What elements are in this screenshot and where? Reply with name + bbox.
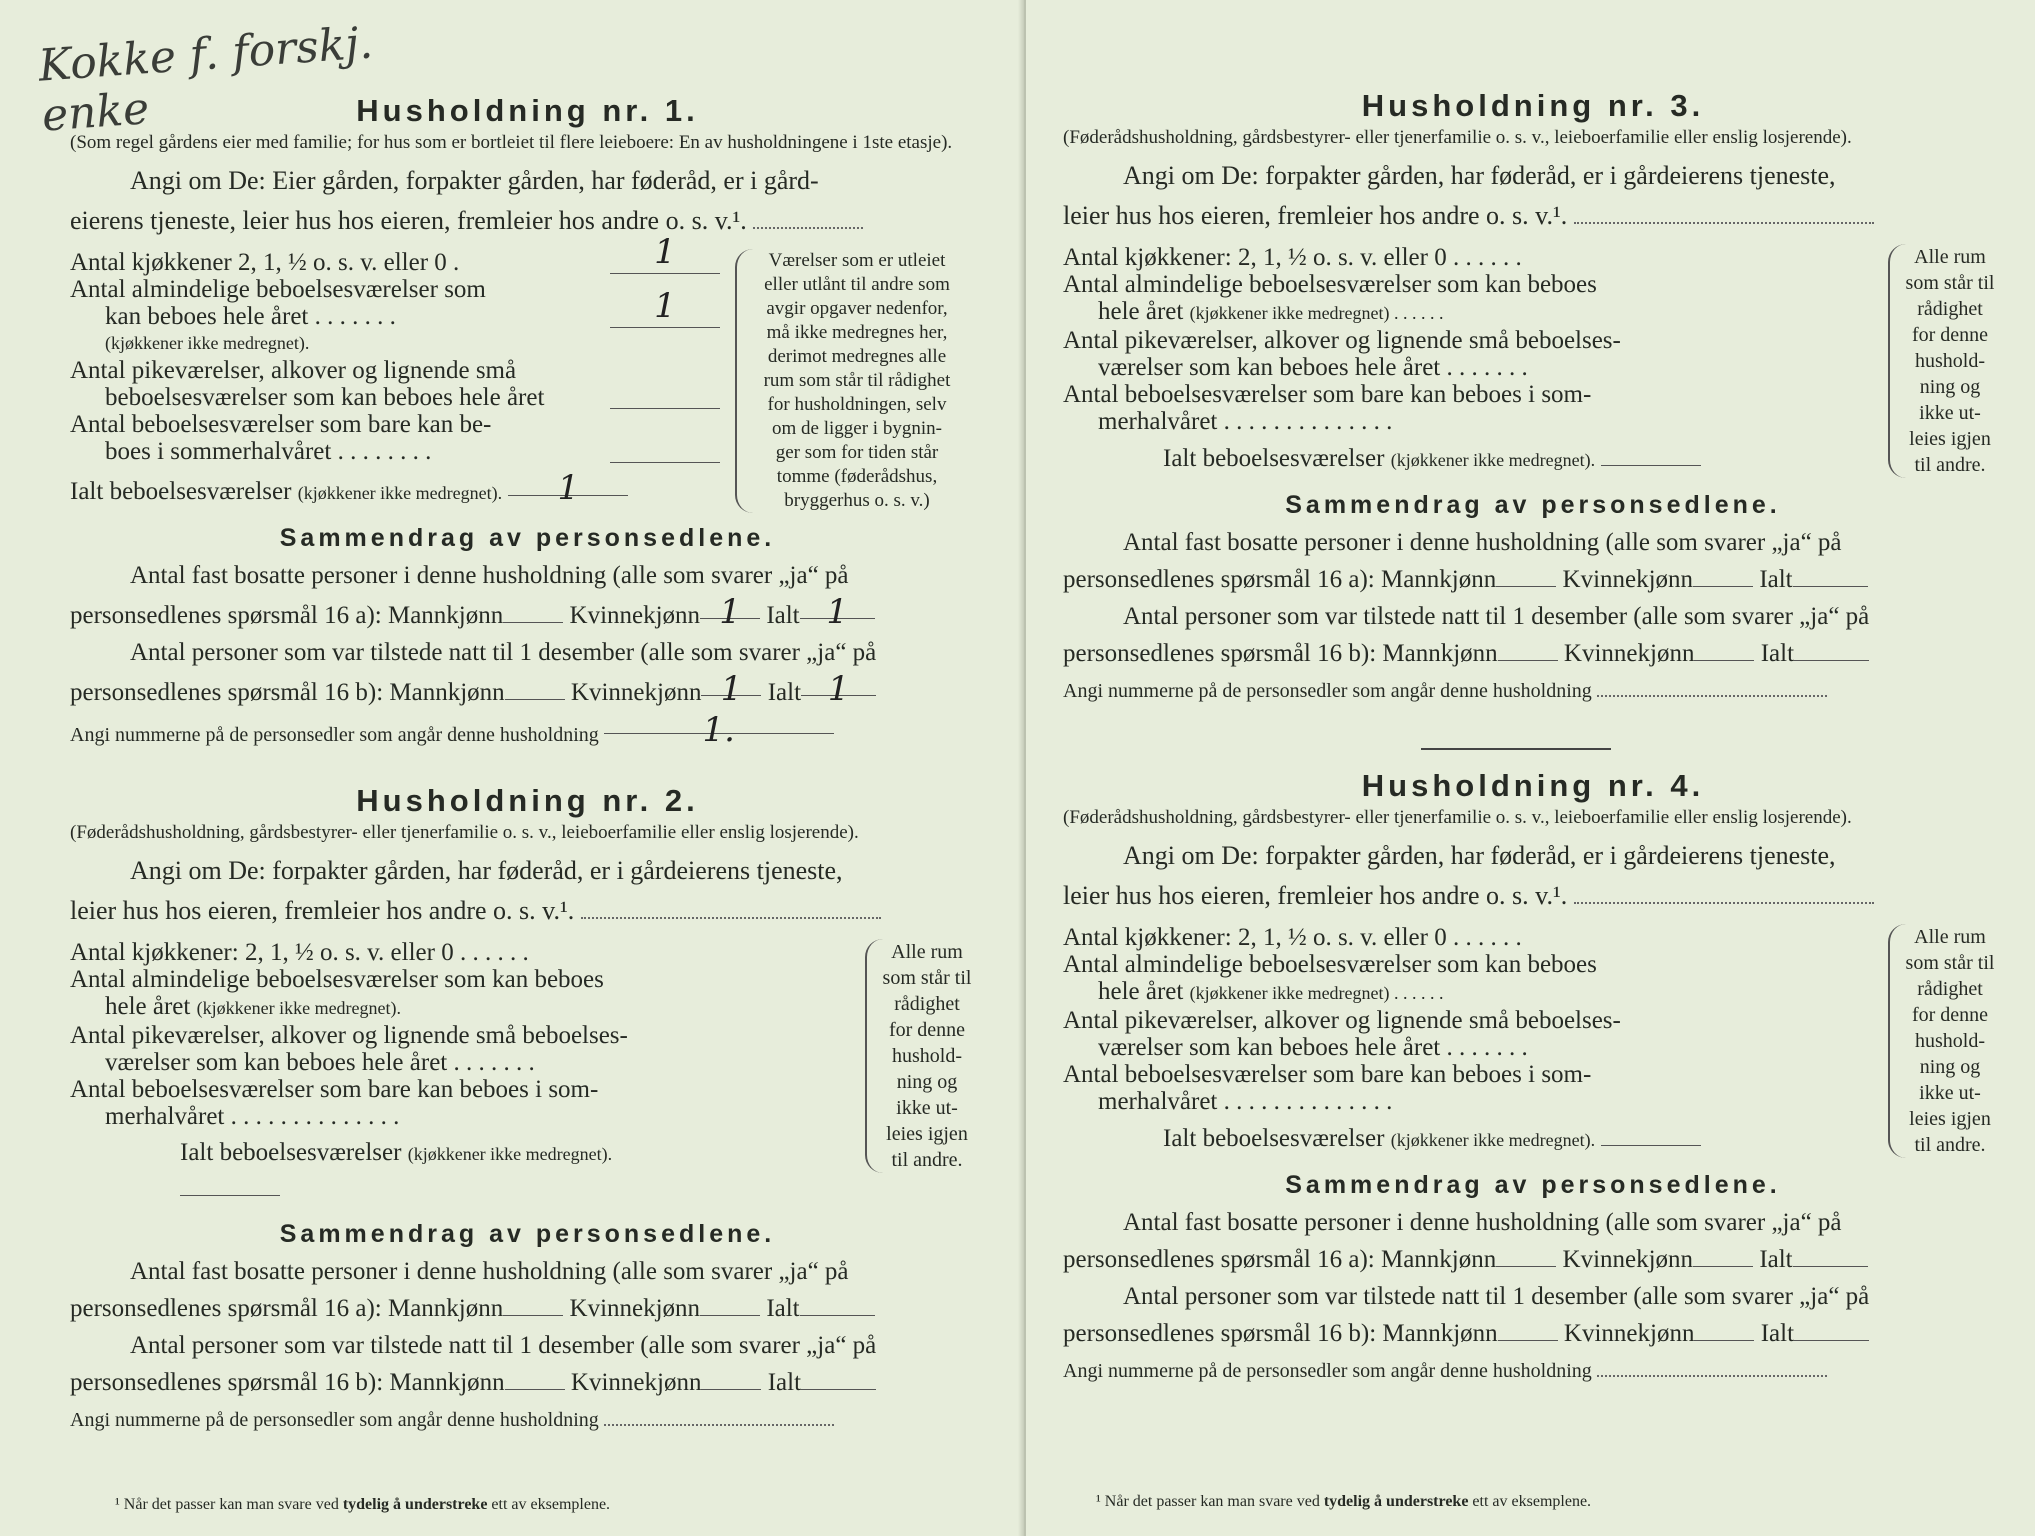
male-16a-field[interactable]: [503, 598, 563, 623]
person-numbers-field[interactable]: [1597, 677, 1827, 697]
person-numbers-field[interactable]: [1597, 1357, 1827, 1377]
summer-rooms-field[interactable]: [610, 462, 720, 463]
female-16b-field[interactable]: 1: [701, 671, 761, 696]
household-1-note: (Som regel gårdens eier med familie; for hus som er bortleiet til flere leieboere: En av husholdningene i 1ste etasje).: [70, 132, 953, 153]
total-16b-field[interactable]: [801, 1365, 876, 1390]
household-1: Husholdning nr. 1. (Som regel gårdens eier med familie; for hus som er bortleiet til flere leieboere: En av husholdningene i 1ste etasje). Angi om De: Eier gården, forpakter gården, har føderåd, er i gård- eierens tjeneste, leier hus hos eieren, fremleier hos andre o. s. v.¹. Antal kjøkkener 2, 1, ½ o. s. v. eller 0 . 1 Antal almindelige beboelsesværelser som kan beboes hele året . . . . . . . 1 (kjøkkener ikke medregnet). Antal pikeværelser, alkover og lignende små beboelsesværelser som kan beboes hele året Antal beboelsesværelser som bare kan be- boes i sommerhalvåret . . . . . . . . Ialt beboelsesværelser (kjøkkener ikke medregnet). 1 Værelser som er utleiet eller utlånt til andre som avgir opgaver nedenfor, må ikke medregnes her, derimot medregnes alle rum som står til rådighet for husholdningen, selv om de ligger i bygnin- ger som for tiden står tomme (føderådshus, bryggerhus o. s. v.) Sammendrag av personsedlene. Antal fast bosatte personer i denne husholdning (alle som svarer „ja“ på personsedlenes spørsmål 16 a): Mannkjønn Kvinnekjønn 1 Ialt 1 Antal personer som var tilstede natt til 1 desember (alle som svarer „ja“ på personsedlenes spørsmål 16 b): Mannkjønn Kvinnekjønn 1 Ialt 1 Angi nummerne på de personsedler som angår denne husholdning 1.: [70, 90, 985, 752]
female-16a-field[interactable]: [700, 1291, 760, 1316]
total-rooms-field[interactable]: [180, 1171, 280, 1196]
answer-line[interactable]: [1574, 880, 1874, 904]
household-1-question-line2: eierens tjeneste, leier hus hos eieren, fremleier hos andre o. s. v.¹.: [70, 201, 985, 241]
section-divider: [1421, 748, 1611, 750]
kitchens-row: Antal kjøkkener 2, 1, ½ o. s. v. eller 0 . 1: [70, 249, 720, 276]
total-rooms-row: Ialt beboelsesværelser (kjøkkener ikke medregnet). 1: [70, 471, 720, 510]
total-16b-field[interactable]: [1794, 636, 1869, 661]
maid-rooms-field[interactable]: [610, 408, 720, 409]
handwritten-note: Kokke f. forskj. enke: [36, 17, 375, 142]
male-16a-field[interactable]: [503, 1291, 563, 1316]
rooms-row: Antal almindelige beboelsesværelser som: [70, 276, 486, 303]
male-16a-field[interactable]: [1496, 562, 1556, 587]
household-2-rooms: Antal kjøkkener: 2, 1, ½ o. s. v. eller 0 . . . . . . Antal almindelige beboelsesværelser som kan beboes hele året (kjøkkener ikke medregnet). Antal pikeværelser, alkover og lignende små beboelses- værelser som kan beboes hele året . . . . . . . Antal beboelsesværelser som bare kan beboes i som- merhalvåret . . . . . . . . . . . . . . Ialt beboelsesværelser (kjøkkener ikke medregnet). Alle rum som står til rådighet for denne hushold- ning og ikke ut- leies igjen til andre.: [70, 939, 985, 1206]
person-numbers-field[interactable]: [604, 1406, 834, 1426]
household-3-title: Husholdning nr. 3.: [1361, 88, 1705, 123]
male-16b-field[interactable]: [505, 1365, 565, 1390]
household-1-summary-title: Sammendrag av personsedlene.: [279, 524, 776, 552]
household-2-title: Husholdning nr. 2.: [356, 783, 699, 818]
household-3-brace-note: Alle rum som står til rådighet for denne hushold- ning og ikke ut- leies igjen til andre.: [1888, 244, 2000, 478]
total-16a-field[interactable]: [800, 1291, 875, 1316]
total-rooms-field[interactable]: [1601, 441, 1701, 466]
total-rooms-field[interactable]: 1: [508, 471, 628, 496]
total-16a-field[interactable]: [1793, 562, 1868, 587]
female-16b-field[interactable]: [1694, 1316, 1754, 1341]
male-16b-field[interactable]: [505, 675, 565, 700]
summer-rooms-row: Antal beboelsesværelser som bare kan be-: [70, 411, 492, 438]
total-16b-field[interactable]: [1794, 1316, 1869, 1341]
household-3-rooms: Antal kjøkkener: 2, 1, ½ o. s. v. eller 0 . . . . . . Antal almindelige beboelsesværelser som kan beboes hele året (kjøkkener ikke medregnet) . . . . . . Antal pikeværelser, alkover og lignende små beboelses- værelser som kan beboes hele året . . . . . . . Antal beboelsesværelser som bare kan beboes i som- merhalvåret . . . . . . . . . . . . . . Ialt beboelsesværelser (kjøkkener ikke medregnet). Alle rum som står til rådighet for denne hushold- ning og ikke ut- leies igjen til andre.: [1063, 244, 2003, 477]
female-16a-field[interactable]: [1693, 562, 1753, 587]
female-16a-field[interactable]: [1693, 1242, 1753, 1267]
summary-16a-row: personsedlenes spørsmål 16 a): Mannkjønn Kvinnekjønn 1 Ialt 1: [70, 594, 985, 634]
female-16a-field[interactable]: 1: [700, 594, 760, 619]
female-16b-field[interactable]: [1694, 636, 1754, 661]
person-numbers-row: Angi nummerne på de personsedler som angår denne husholdning 1.: [70, 713, 985, 752]
household-1-brace-note: Værelser som er utleiet eller utlånt til andre som avgir opgaver nedenfor, må ikke medregnes her, derimot medregnes alle rum som står til rådighet for husholdningen, selv om de ligger i bygnin- ger som for tiden står tomme (føderådshus, bryggerhus o. s. v.): [735, 249, 967, 513]
person-numbers-field[interactable]: 1.: [604, 713, 834, 734]
total-16a-field[interactable]: 1: [800, 594, 875, 619]
household-2-note: (Føderådshusholdning, gårdsbestyrer- eller tjenerfamilie o. s. v., leieboerfamilie eller enslig losjerende).: [70, 822, 859, 843]
household-3: Husholdning nr. 3. (Føderådshusholdning, gårdsbestyrer- eller tjenerfamilie o. s. v., leieboerfamilie eller enslig losjerende). Angi om De: forpakter gården, har føderåd, er i gårdeierens tjeneste, leier hus hos eieren, fremleier hos andre o. s. v.¹. Antal kjøkkener: 2, 1, ½ o. s. v. eller 0 . . . . . . Antal almindelige beboelsesværelser som kan beboes hele året (kjøkkener ikke medregnet) . . . . . . Antal pikeværelser, alkover og lignende små beboelses- værelser som kan beboes hele året . . . . . . . Antal beboelsesværelser som bare kan beboes i som- merhalvåret . . . . . . . . . . . . . . Ialt beboelsesværelser (kjøkkener ikke medregnet). Alle rum som står til rådighet for denne hushold- ning og ikke ut- leies igjen til andre. Sammendrag av personsedlene. Antal fast bosatte personer i denne husholdning (alle som svarer „ja“ på personsedlenes spørsmål 16 a): Mannkjønn Kvinnekjønn Ialt Antal personer som var tilstede natt til 1 desember (alle som svarer „ja“ på personsedlenes spørsmål 16 b): Mannkjønn Kvinnekjønn Ialt Angi nummerne på de personsedler som angår denne husholdning: [1063, 85, 2003, 708]
maid-rooms-row: Antal pikeværelser, alkover og lignende små: [70, 357, 517, 384]
household-1-rooms: Antal kjøkkener 2, 1, ½ o. s. v. eller 0 . 1 Antal almindelige beboelsesværelser som kan beboes hele året . . . . . . . 1 (kjøkkener ikke medregnet). Antal pikeværelser, alkover og lignende små beboelsesværelser som kan beboes hele året Antal beboelsesværelser som bare kan be- boes i sommerhalvåret . . . . . . . . Ialt beboelsesværelser (kjøkkener ikke medregnet). 1 Værelser som er utleiet eller utlånt til andre som avgir opgaver nedenfor, må ikke medregnes her, derimot medregnes alle rum som står til rådighet for husholdningen, selv om de ligger i bygnin- ger som for tiden står tomme (føderådshus, bryggerhus o. s. v.): [70, 249, 985, 510]
household-4: Husholdning nr. 4. (Føderådshusholdning, gårdsbestyrer- eller tjenerfamilie o. s. v., leieboerfamilie eller enslig losjerende). Angi om De: forpakter gården, har føderåd, er i gårdeierens tjeneste, leier hus hos eieren, fremleier hos andre o. s. v.¹. Antal kjøkkener: 2, 1, ½ o. s. v. eller 0 . . . . . . Antal almindelige beboelsesværelser som kan beboes hele året (kjøkkener ikke medregnet) . . . . . . Antal pikeværelser, alkover og lignende små beboelses- værelser som kan beboes hele året . . . . . . . Antal beboelsesværelser som bare kan beboes i som- merhalvåret . . . . . . . . . . . . . . Ialt beboelsesværelser (kjøkkener ikke medregnet). Alle rum som står til rådighet for denne hushold- ning og ikke ut- leies igjen til andre. Sammendrag av personsedlene. Antal fast bosatte personer i denne husholdning (alle som svarer „ja“ på personsedlenes spørsmål 16 a): Mannkjønn Kvinnekjønn Ialt Antal personer som var tilstede natt til 1 desember (alle som svarer „ja“ på personsedlenes spørsmål 16 b): Mannkjønn Kvinnekjønn Ialt Angi nummerne på de personsedler som angår denne husholdning: [1063, 765, 2003, 1388]
answer-line[interactable]: [753, 205, 863, 229]
rooms-field[interactable]: 1: [610, 297, 720, 328]
summary-16b-row: personsedlenes spørsmål 16 b): Mannkjønn Kvinnekjønn 1 Ialt 1: [70, 671, 985, 711]
male-16b-field[interactable]: [1498, 636, 1558, 661]
total-16a-field[interactable]: [1793, 1242, 1868, 1267]
answer-line[interactable]: [581, 895, 881, 919]
total-rooms-field[interactable]: [1601, 1121, 1701, 1146]
footnote-left: ¹ Når det passer kan man svare ved tydelig å understreke ett av eksemplene.: [115, 1496, 611, 1513]
answer-line[interactable]: [1574, 200, 1874, 224]
household-2: Husholdning nr. 2. (Føderådshusholdning, gårdsbestyrer- eller tjenerfamilie o. s. v., leieboerfamilie eller enslig losjerende). Angi om De: forpakter gården, har føderåd, er i gårdeierens tjeneste, leier hus hos eieren, fremleier hos andre o. s. v.¹. Antal kjøkkener: 2, 1, ½ o. s. v. eller 0 . . . . . . Antal almindelige beboelsesværelser som kan beboes hele året (kjøkkener ikke medregnet). Antal pikeværelser, alkover og lignende små beboelses- værelser som kan beboes hele året . . . . . . . Antal beboelsesværelser som bare kan beboes i som- merhalvåret . . . . . . . . . . . . . . Ialt beboelsesværelser (kjøkkener ikke medregnet). Alle rum som står til rådighet for denne hushold- ning og ikke ut- leies igjen til andre. Sammendrag av personsedlene. Antal fast bosatte personer i denne husholdning (alle som svarer „ja“ på personsedlenes spørsmål 16 a): Mannkjønn Kvinnekjønn Ialt Antal personer som var tilstede natt til 1 desember (alle som svarer „ja“ på personsedlenes spørsmål 16 b): Mannkjønn Kvinnekjønn Ialt Angi nummerne på de personsedler som angår denne husholdning: [70, 780, 985, 1437]
household-4-title: Husholdning nr. 4.: [1361, 768, 1705, 803]
household-1-question-line1: Angi om De: Eier gården, forpakter gården, har føderåd, er i gård-: [130, 166, 819, 195]
kitchens-field[interactable]: 1: [610, 243, 720, 274]
male-16b-field[interactable]: [1498, 1316, 1558, 1341]
household-4-brace-note: Alle rum som står til rådighet for denne hushold- ning og ikke ut- leies igjen til andre.: [1888, 924, 2000, 1158]
total-16b-field[interactable]: 1: [801, 671, 876, 696]
male-16a-field[interactable]: [1496, 1242, 1556, 1267]
household-2-brace-note: Alle rum som står til rådighet for denne hushold- ning og ikke ut- leies igjen til andre.: [865, 939, 977, 1173]
footnote-right: ¹ Når det passer kan man svare ved tydelig å understreke ett av eksemplene.: [1096, 1493, 1592, 1510]
household-1-title: Husholdning nr. 1.: [356, 93, 699, 128]
female-16b-field[interactable]: [701, 1365, 761, 1390]
right-page: [1026, 0, 2035, 1536]
household-4-rooms: Antal kjøkkener: 2, 1, ½ o. s. v. eller 0 . . . . . . Antal almindelige beboelsesværelser som kan beboes hele året (kjøkkener ikke medregnet) . . . . . . Antal pikeværelser, alkover og lignende små beboelses- værelser som kan beboes hele året . . . . . . . Antal beboelsesværelser som bare kan beboes i som- merhalvåret . . . . . . . . . . . . . . Ialt beboelsesværelser (kjøkkener ikke medregnet). Alle rum som står til rådighet for denne hushold- ning og ikke ut- leies igjen til andre.: [1063, 924, 2003, 1157]
